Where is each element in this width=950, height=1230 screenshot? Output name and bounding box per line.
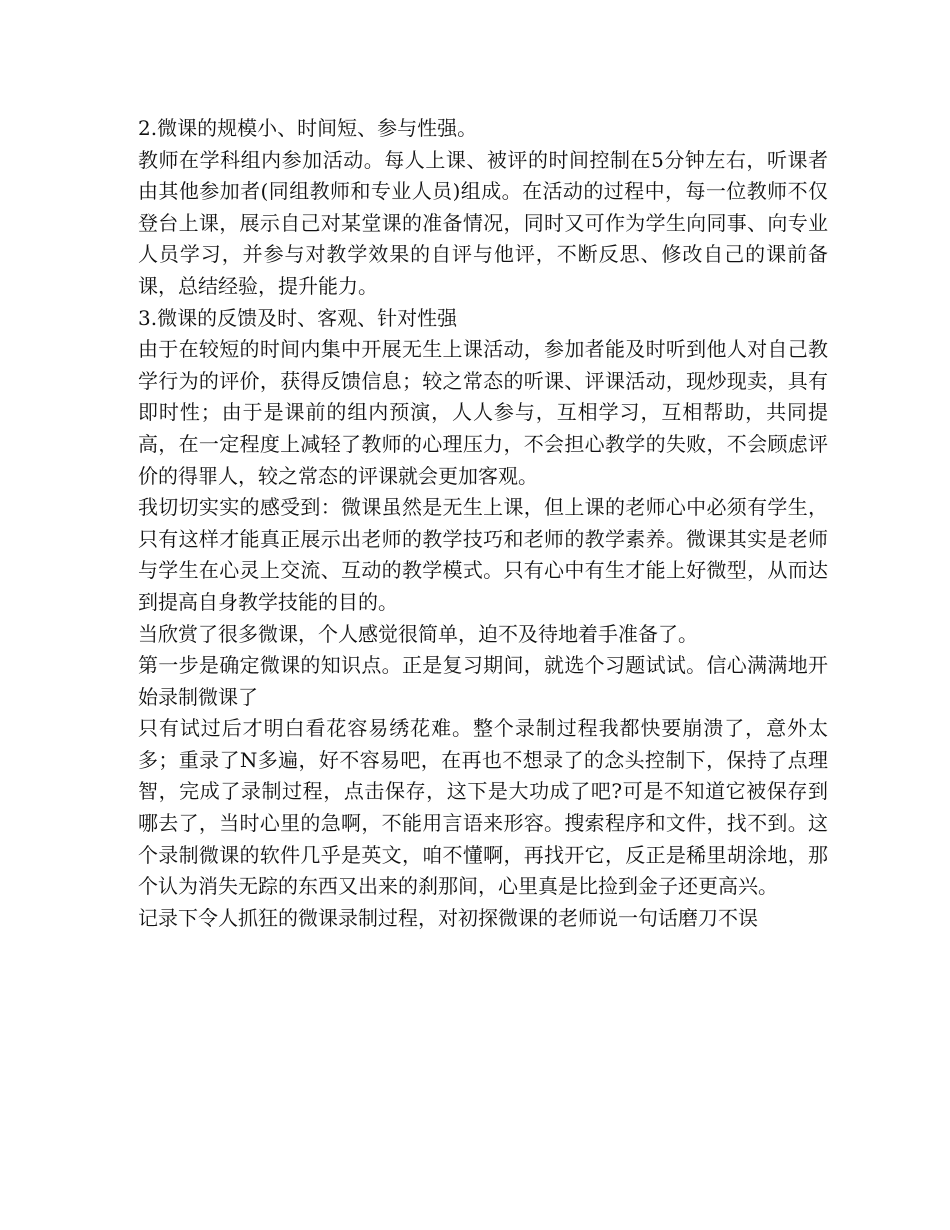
- section-heading-2: 2.微课的规模小、时间短、参与性强。: [138, 116, 478, 140]
- paragraph-step-one: 第一步是确定微课的知识点。正是复习期间，就选个习题试试。信心满满地开始录制微课了: [138, 653, 828, 709]
- document-body: [138, 113, 828, 934]
- paragraph-preparation: 当欣赏了很多微课，个人感觉很简单，迫不及待地着手准备了。: [138, 621, 698, 646]
- paragraph-feedback: 由于在较短的时间内集中开展无生上课活动，参加者能及时听到他人对自己教学行为的评价，获得反馈信息；较之常态的听课、评课活动，现炒现卖，具有即时性；由于是课前的组内预演，人人参与，互相学习，互相帮助，共同提高，在一定程度上减轻了教师的心理压力，不会担心教学的失败，不会顾虑评价的得罪人，较之常态的评课就会更加客观。: [138, 337, 828, 488]
- paragraph-conclusion: 记录下令人抓狂的微课录制过程，对初探微课的老师说一句话磨刀不误: [138, 905, 758, 930]
- section-heading-3: 3.微课的反馈及时、客观、针对性强: [138, 305, 458, 330]
- paragraph-reflection: 我切切实实的感受到：微课虽然是无生上课，但上课的老师心中必须有学生，只有这样才能真正展示出老师的教学技巧和老师的教学素养。微课其实是老师与学生在心灵上交流、互动的教学模式。只有心中有生才能上好微型，从而达到提高自身教学技能的目的。: [138, 495, 828, 614]
- paragraph-activity: 教师在学科组内参加活动。每人上课、被评的时间控制在5分钟左右，听课者由其他参加者(同组教师和专业人员)组成。在活动的过程中，每一位教师不仅登台上课，展示自己对某堂课的准备情况，同时又可作为学生向同事、向专业人员学习，并参与对教学效果的自评与他评，不断反思、修改自己的课前备课，总结经验，提升能力。: [138, 147, 828, 298]
- paragraph-recording: 只有试过后才明白看花容易绣花难。整个录制过程我都快要崩溃了，意外太多；重录了N多遍，好不容易吧，在再也不想录了的念头控制下，保持了点理智，完成了录制过程，点击保存，这下是大功成了吧?可是不知道它被保存到哪去了，当时心里的急啊，不能用言语来形容。搜索程序和文件，找不到。这个录制微课的软件几乎是英文，咱不懂啊，再找开它，反正是稀里胡涂地，那个认为消失无踪的东西又出来的刹那间，心里真是比捡到金子还更高兴。: [138, 716, 828, 899]
